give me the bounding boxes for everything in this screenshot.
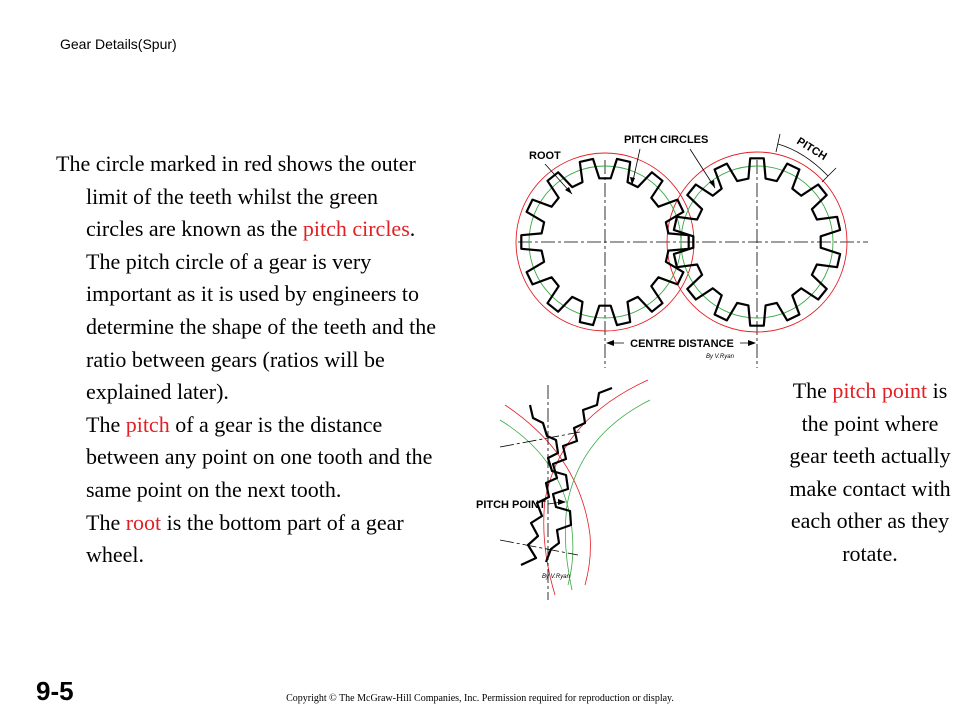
term-pitch: pitch: [125, 411, 170, 437]
pitch-tick-2: [822, 168, 836, 182]
pitch-circles-arrowhead-2: [709, 180, 715, 188]
paragraph-pitch-circles: The circle marked in red shows the outer limit of the teeth whilst the green circles are known as the pitch circles. The pitch circle of a gear is very important as it is used by engineers to determine the shape of the teeth and the ratio between gears (ratios will be explained later).: [56, 151, 437, 405]
term-pitch-circles: pitch circles: [302, 216, 410, 242]
paragraph-root: The root is the bottom part of a gear wheel.: [86, 509, 404, 568]
term-root: root: [125, 509, 162, 535]
pitch-point-arrowhead: [558, 499, 566, 505]
centre-distance-label: CENTRE DISTANCE: [630, 338, 734, 350]
root-label: ROOT: [529, 150, 561, 162]
centre-distance-arrow-left: [606, 340, 614, 346]
term-pitch-point: pitch point: [832, 378, 928, 403]
centre-distance-arrow-right: [748, 340, 756, 346]
pitch-point-text: The pitch point is the point where gear teeth actually make contact with each other as they rotate.: [789, 378, 951, 566]
pitch-point-label: PITCH POINT: [476, 499, 546, 511]
pitch-arc-b: [565, 400, 650, 590]
pitch-circles-label: PITCH CIRCLES: [624, 134, 709, 146]
outer-arc-b: [544, 380, 648, 595]
pitch-tick-1: [776, 134, 780, 152]
meshing-gears-diagram: [516, 134, 868, 368]
root-arrowhead: [565, 187, 572, 194]
pitch-label: PITCH: [794, 135, 829, 164]
pitch-point-diagram: [476, 380, 650, 600]
paragraph-pitch: The pitch of a gear is the distance between any point on one tooth and the same point on the next tooth.: [86, 411, 433, 502]
slide-header: Gear Details(Spur): [60, 36, 177, 52]
slide-number: 9-5: [36, 676, 74, 706]
bottom-credit: By V.Ryan: [542, 574, 570, 580]
copyright-notice: Copyright © The McGraw-Hill Companies, Inc. Permission required for reproduction or display.: [286, 693, 674, 704]
top-credit: By V.Ryan: [706, 354, 734, 360]
